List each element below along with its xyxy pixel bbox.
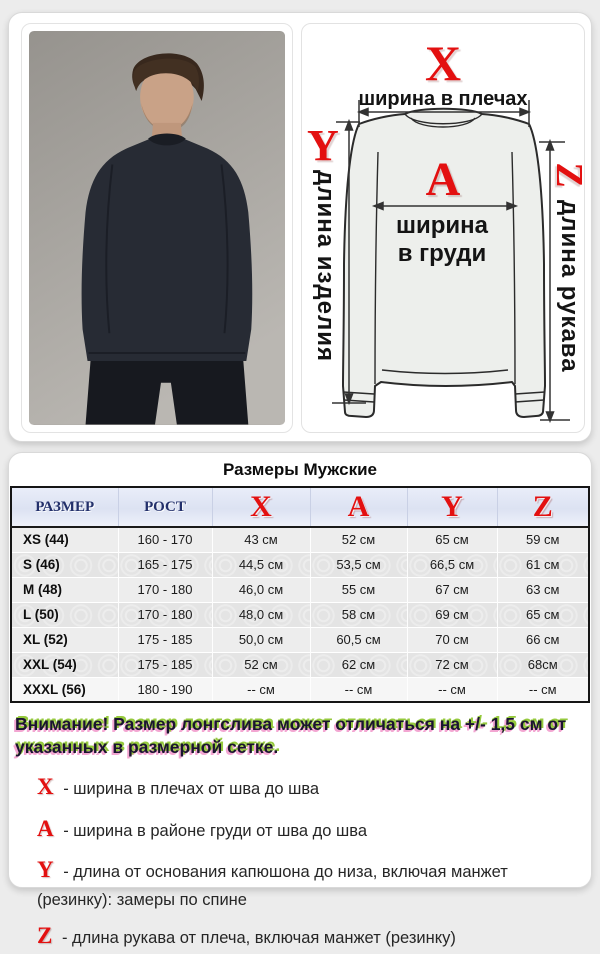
- size-table: [10, 486, 590, 703]
- cell-z: 61 см: [497, 552, 589, 577]
- legend-text-y: - длина от основания капюшона до низа, включая манжет (резинку): замеры по спине: [37, 863, 508, 909]
- cell-a: 53,5 см: [310, 552, 407, 577]
- diagram-letter-a: A: [425, 153, 461, 206]
- table-row: [11, 652, 589, 677]
- column-header-a: A: [310, 487, 407, 527]
- diagram-caption-sleeve-length: длина рукава: [556, 200, 583, 373]
- column-header-x: X: [212, 487, 310, 527]
- cell-y: 72 см: [407, 652, 497, 677]
- cell-height: 175 - 185: [118, 652, 212, 677]
- cell-z: 68см: [497, 652, 589, 677]
- cell-a: 62 см: [310, 652, 407, 677]
- cell-height: 180 - 190: [118, 677, 212, 702]
- column-header-z: Z: [497, 487, 589, 527]
- measurement-legend: [37, 770, 591, 954]
- cell-z: 66 см: [497, 627, 589, 652]
- legend-letter-z: Z: [37, 923, 53, 949]
- model-photo-frame: [21, 23, 293, 433]
- cell-size: XL (52): [11, 627, 118, 652]
- table-row: [11, 602, 589, 627]
- diagram-letter-x: X: [424, 35, 462, 91]
- model-photo: [29, 31, 285, 425]
- cell-z: -- см: [497, 677, 589, 702]
- legend-letter-a: A: [37, 815, 54, 841]
- cell-x: 46,0 см: [212, 577, 310, 602]
- cell-a: 60,5 см: [310, 627, 407, 652]
- cell-x: 48,0 см: [212, 602, 310, 627]
- cell-height: 170 - 180: [118, 602, 212, 627]
- cell-a: 52 см: [310, 527, 407, 552]
- cell-size: XS (44): [11, 527, 118, 552]
- cell-z: 63 см: [497, 577, 589, 602]
- cell-x: -- см: [212, 677, 310, 702]
- cell-x: 43 см: [212, 527, 310, 552]
- legend-item-a: [37, 812, 557, 847]
- diagram-letter-z: Z: [548, 162, 590, 188]
- legend-item-y: [37, 853, 557, 912]
- cell-z: 59 см: [497, 527, 589, 552]
- model-illustration: [29, 31, 285, 425]
- cell-a: -- см: [310, 677, 407, 702]
- cell-size: M (48): [11, 577, 118, 602]
- legend-item-x: [37, 770, 557, 805]
- cell-height: 175 - 185: [118, 627, 212, 652]
- diagram-caption-shoulder-width: ширина в плечах: [358, 88, 528, 110]
- legend-letter-x: X: [37, 774, 54, 800]
- column-header-size: РАЗМЕР: [11, 487, 118, 527]
- cell-size: XXXL (56): [11, 677, 118, 702]
- diagram-letter-y: Y: [307, 121, 339, 170]
- legend-text-x: - ширина в плечах от шва до шва: [63, 780, 320, 799]
- cell-x: 44,5 см: [212, 552, 310, 577]
- chest-caption-line1: ширина: [395, 212, 488, 239]
- cell-x: 50,0 см: [212, 627, 310, 652]
- legend-letter-y: Y: [37, 857, 54, 883]
- cell-height: 165 - 175: [118, 552, 212, 577]
- cell-size: L (50): [11, 602, 118, 627]
- column-header-height: РОСТ: [118, 487, 212, 527]
- diagram-caption-chest-width: [380, 212, 504, 267]
- cell-x: 52 см: [212, 652, 310, 677]
- size-table-title: Размеры Мужские: [223, 460, 377, 479]
- cell-height: 160 - 170: [118, 527, 212, 552]
- cell-size: XXL (54): [11, 652, 118, 677]
- table-header-row: [11, 487, 589, 527]
- size-tolerance-notice: Внимание! Размер лонгслива может отличаться на +/- 1,5 см от указанных в размерной сетке.: [15, 714, 567, 758]
- diagram-caption-garment-length: длина изделия: [312, 170, 339, 363]
- legend-item-z: [37, 919, 557, 954]
- photo-diagram-card: [8, 12, 592, 442]
- table-row: [11, 627, 589, 652]
- column-header-y: Y: [407, 487, 497, 527]
- cell-y: 66,5 см: [407, 552, 497, 577]
- cell-size: S (46): [11, 552, 118, 577]
- cell-y: 65 см: [407, 527, 497, 552]
- cell-height: 170 - 180: [118, 577, 212, 602]
- cell-a: 55 см: [310, 577, 407, 602]
- table-row: [11, 552, 589, 577]
- chest-caption-line2: в груди: [397, 239, 487, 267]
- cell-y: 67 см: [407, 577, 497, 602]
- legend-text-a: - ширина в районе груди от шва до шва: [63, 821, 368, 840]
- legend-text-z: - длина рукава от плеча, включая манжет (резинку): [61, 929, 456, 948]
- measurement-diagram: [301, 23, 590, 433]
- table-row: [11, 677, 589, 702]
- table-row: [11, 577, 589, 602]
- cell-y: 70 см: [407, 627, 497, 652]
- cell-a: 58 см: [310, 602, 407, 627]
- size-table-card: [8, 452, 592, 949]
- cell-z: 65 см: [497, 602, 589, 627]
- cell-y: -- см: [407, 677, 497, 702]
- table-row: [11, 527, 589, 552]
- cell-y: 69 см: [407, 602, 497, 627]
